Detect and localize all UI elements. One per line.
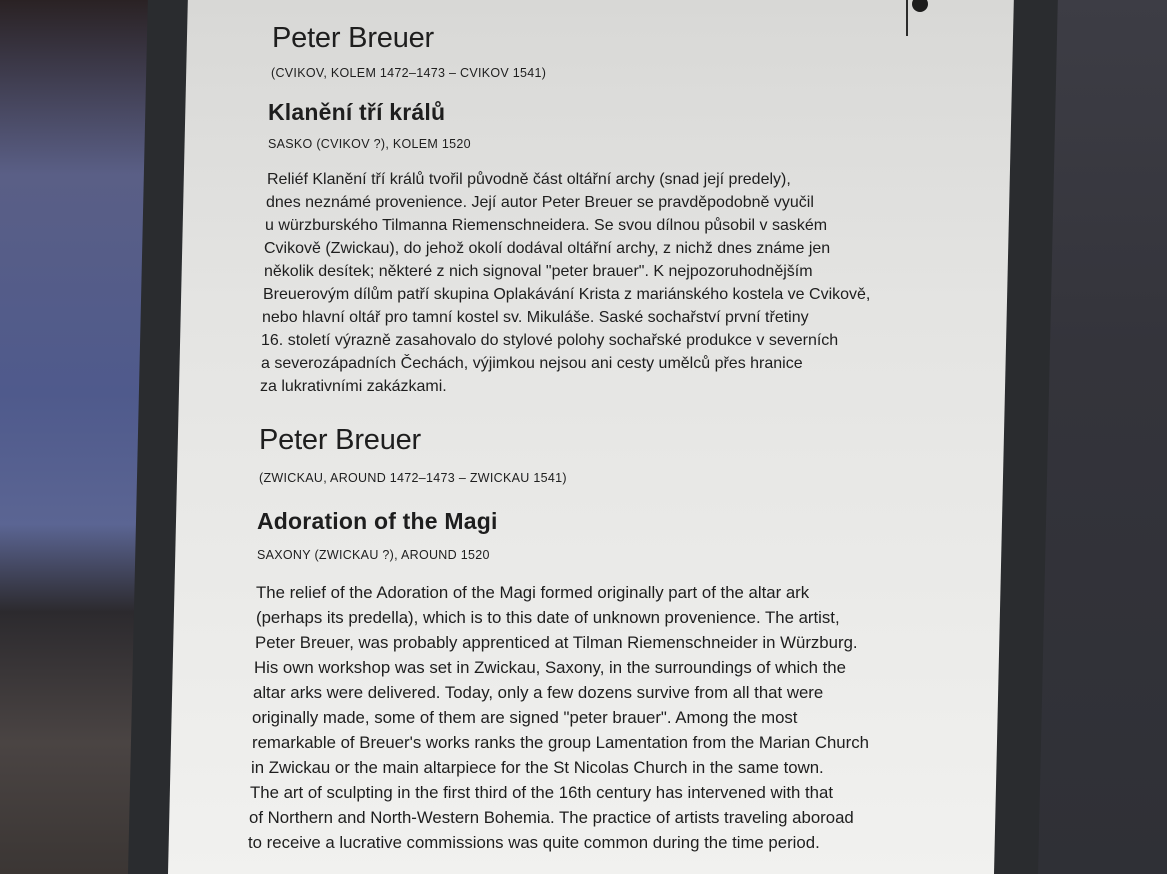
body-line-cz: dnes neznámé provenience. Její autor Peter Breuer se pravděpodobně vyučil — [266, 194, 814, 211]
body-line-en: The art of sculpting in the first third of the 16th century has intervened with that — [250, 783, 834, 802]
artwork-title-en: Adoration of the Magi — [257, 508, 498, 534]
artist-name-cz: Peter Breuer — [272, 22, 435, 54]
body-line-en: His own workshop was set in Zwickau, Saxony, in the surroundings of which the — [254, 658, 846, 677]
body-line-cz: Cvikově (Zwickau), do jehož okolí dodával oltářní archy, z nichž dnes známe jen — [264, 240, 831, 257]
body-line-en: remarkable of Breuer's works ranks the group Lamentation from the Marian Church — [252, 733, 869, 752]
body-line-cz: 16. století výrazně zasahovalo do stylové polohy sochařské produkce v severních — [261, 332, 839, 349]
body-line-en: Peter Breuer, was probably apprenticed at Tilman Riemenschneider in Würzburg. — [255, 633, 858, 652]
artwork-origin-en: SAXONY (ZWICKAU ?), AROUND 1520 — [257, 548, 490, 562]
body-line-cz: nebo hlavní oltář pro tamní kostel sv. Mikuláše. Saské sochařství první třetiny — [262, 309, 809, 326]
body-line-en: (perhaps its predella), which is to this date of unknown provenience. The artist, — [256, 608, 840, 627]
body-line-cz: za lukrativními zakázkami. — [260, 378, 447, 395]
body-line-cz: několik desítek; některé z nich signoval "peter brauer". K nejpozoruhodnějším — [264, 263, 813, 280]
body-line-cz: Reliéf Klanění tří králů tvořil původně část oltářní archy (snad její predely), — [267, 171, 791, 188]
artwork-origin-cz: SASKO (CVIKOV ?), KOLEM 1520 — [268, 137, 471, 151]
body-line-en: altar arks were delivered. Today, only a few dozens survive from all that were — [253, 683, 824, 702]
body-line-en: of Northern and North-Western Bohemia. The practice of artists traveling aboroad — [249, 808, 854, 827]
body-line-cz: u würzburského Tilmanna Riemenschneidera. Se svou dílnou působil v saském — [265, 217, 828, 234]
artist-dates-cz: (CVIKOV, KOLEM 1472–1473 – CVIKOV 1541) — [271, 66, 547, 80]
artwork-title-cz: Klanění tří králů — [268, 99, 446, 125]
artist-name-en: Peter Breuer — [259, 424, 422, 456]
body-line-en: to receive a lucrative commissions was quite common during the time period. — [248, 833, 820, 852]
body-line-en: in Zwickau or the main altarpiece for the St Nicolas Church in the same town. — [251, 758, 824, 777]
body-line-en: The relief of the Adoration of the Magi formed originally part of the altar ark — [256, 583, 810, 602]
body-line-cz: a severozápadních Čechách, výjimkou nejsou ani cesty umělců přes hranice — [261, 355, 803, 372]
artist-dates-en: (ZWICKAU, AROUND 1472–1473 – ZWICKAU 1541) — [259, 471, 567, 485]
body-line-en: originally made, some of them are signed "peter brauer". Among the most — [252, 708, 798, 727]
body-line-cz: Breuerovým dílům patří skupina Oplakávání Krista z mariánského kostela ve Cvikově, — [263, 286, 871, 303]
